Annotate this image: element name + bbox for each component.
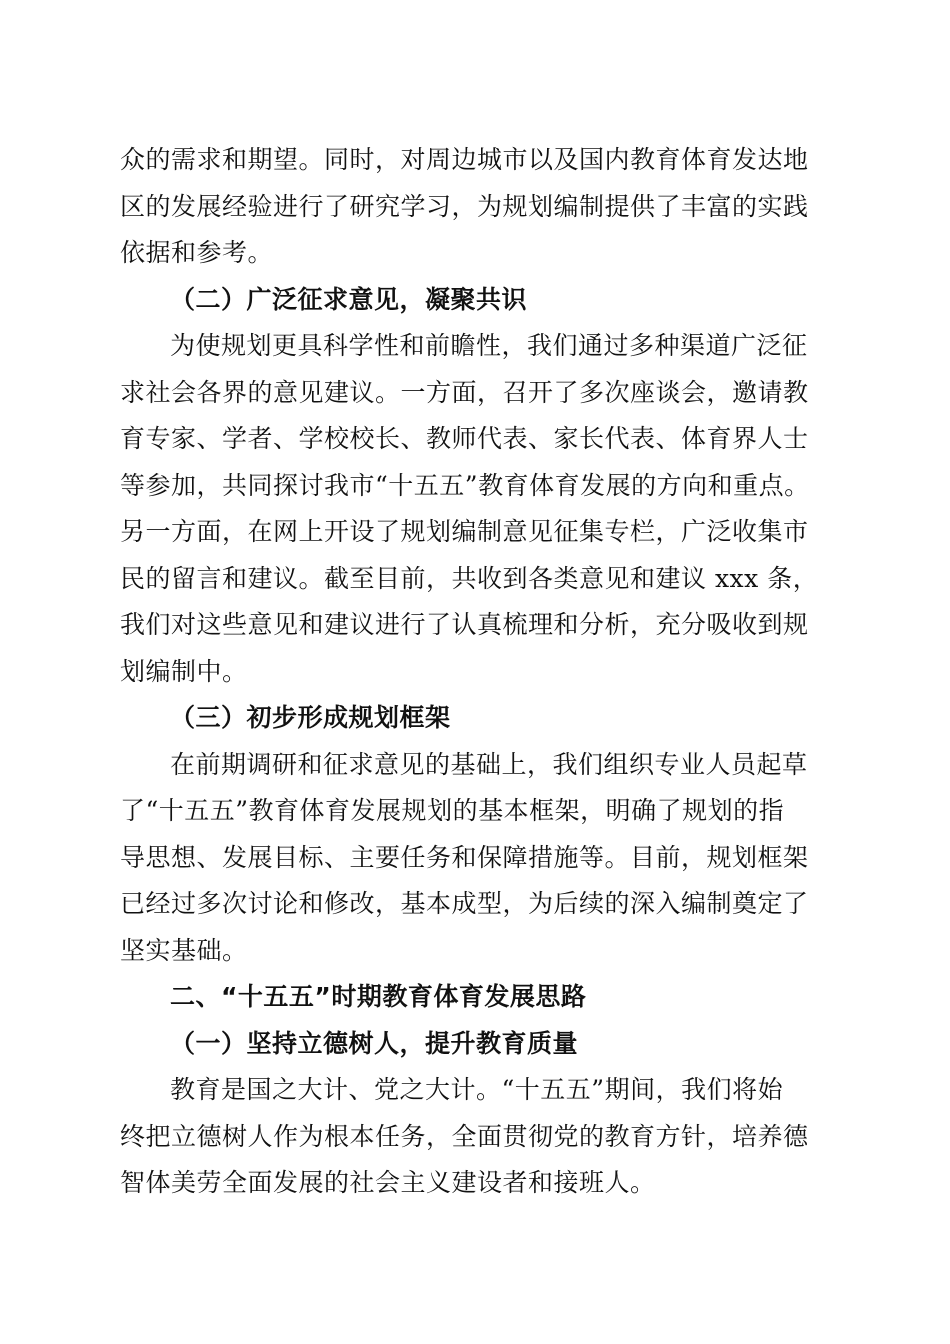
paragraph-line: 坚实基础。	[120, 935, 248, 965]
section-heading-1: （一）坚持立德树人，提升教育质量	[170, 1028, 579, 1058]
paragraph-line: 导思想、发展目标、主要任务和保障措施等。目前，规划框架	[120, 842, 809, 872]
section-heading-3: （三）初步形成规划框架	[170, 703, 451, 732]
paragraph-line: 智体美劳全面发展的社会主义建设者和接班人。	[120, 1168, 656, 1197]
paragraph-line: 为使规划更具科学性和前瞻性，我们通过多种渠道广泛征	[170, 331, 808, 360]
paragraph-line: 在前期调研和征求意见的基础上，我们组织专业人员起草	[170, 749, 808, 779]
paragraph-line: 众的需求和期望。同时，对周边城市以及国内教育体育发达地	[120, 145, 809, 174]
paragraph-line: 教育是国之大计、党之大计。“十五五”期间，我们将始	[170, 1075, 784, 1104]
paragraph-line: 已经过多次讨论和修改，基本成型，为后续的深入编制奠定了	[120, 889, 809, 918]
paragraph-line: 育专家、学者、学校校长、教师代表、家长代表、体育界人士	[120, 424, 809, 453]
paragraph-line: 等参加，共同探讨我市“十五五”教育体育发展的方向和重点。	[120, 470, 810, 500]
paragraph-line: 区的发展经验进行了研究学习，为规划编制提供了丰富的实践	[120, 191, 809, 221]
section-heading-2: （二）广泛征求意见，凝聚共识	[170, 284, 528, 314]
paragraph-line: 求社会各界的意见建议。一方面，召开了多次座谈会，邀请教	[120, 377, 809, 407]
paragraph-line: 另一方面，在网上开设了规划编制意见征集专栏，广泛收集市	[120, 517, 809, 546]
paragraph-line: 了“十五五”教育体育发展规划的基本框架，明确了规划的指	[120, 796, 785, 825]
document-body	[120, 137, 832, 1207]
paragraph-line: 我们对这些意见和建议进行了认真梳理和分析，充分吸收到规	[120, 610, 809, 639]
chapter-heading-2: 二、“十五五”时期教育体育发展思路	[170, 982, 587, 1011]
paragraph-line: 划编制中。	[120, 656, 248, 686]
paragraph-line: 依据和参考。	[120, 238, 274, 267]
paragraph-line: 民的留言和建议。截至目前，共收到各类意见和建议 xxx 条，	[120, 563, 819, 593]
paragraph-line: 终把立德树人作为根本任务，全面贯彻党的教育方针，培养德	[120, 1121, 809, 1151]
